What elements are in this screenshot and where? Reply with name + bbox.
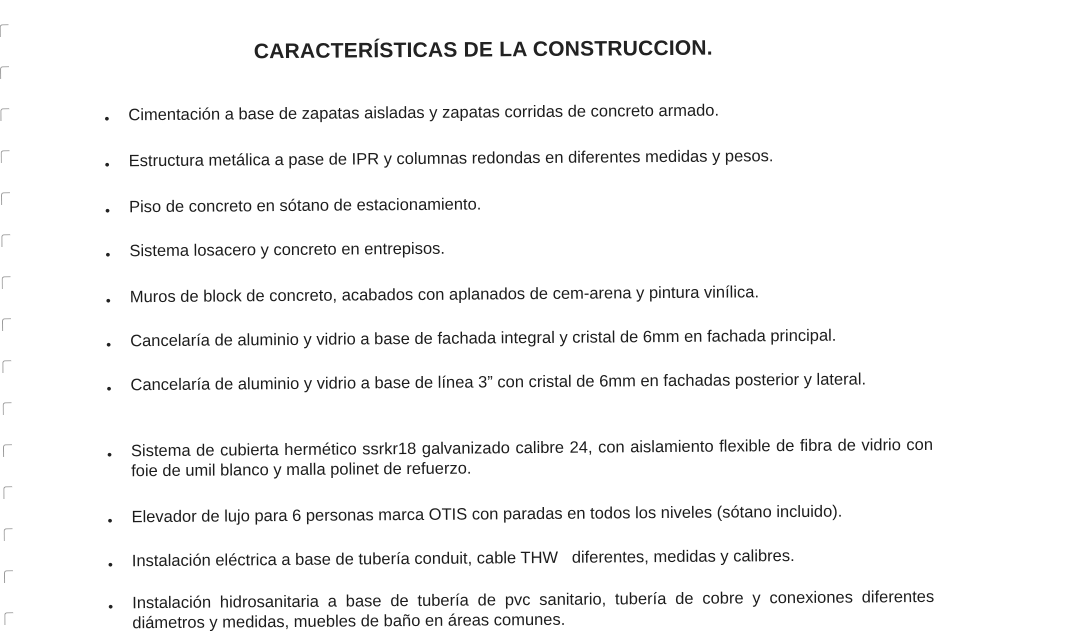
bullet-icon: • bbox=[104, 110, 110, 127]
list-item-text: Instalación hidrosanitaria a base de tubería de pvc sanitario, tubería de cobre y conexiones diferentes diámetros y medidas, muebles de baño en áreas comunes. bbox=[132, 587, 935, 633]
bullet-icon: • bbox=[107, 556, 113, 573]
list-item bbox=[105, 145, 931, 174]
bullet-icon: • bbox=[105, 202, 111, 219]
list-item-text: Instalación eléctrica a base de tubería conduit, cable THW diferentes, medidas y calibres. bbox=[131, 547, 795, 571]
list-item bbox=[107, 435, 933, 481]
bullet-icon: • bbox=[108, 598, 114, 615]
list-item bbox=[106, 369, 932, 398]
construction-features-list bbox=[104, 99, 935, 633]
list-item-text: Piso de concreto en sótano de estacionamiento. bbox=[129, 195, 482, 217]
list-item bbox=[107, 501, 933, 530]
list-item-text: Cancelaría de aluminio y vidrio a base de fachada integral y cristal de 6mm en fachada principal. bbox=[130, 326, 837, 351]
list-item-text: Muros de block de concreto, acabados con aplanados de cem-arena y pintura vinílica. bbox=[129, 283, 760, 307]
bullet-icon: • bbox=[105, 292, 111, 309]
bullet-icon: • bbox=[106, 336, 112, 353]
bullet-icon: • bbox=[106, 446, 113, 463]
list-item-text: Cancelaría de aluminio y vidrio a base de línea 3” con cristal de 6mm en fachadas posterior y lateral. bbox=[130, 370, 867, 395]
list-item-text: Estructura metálica a pase de IPR y columnas redondas en diferentes medidas y pesos. bbox=[128, 147, 774, 171]
list-item-text: Elevador de lujo para 6 personas marca OTIS con paradas en todos los niveles (sótano incluido). bbox=[131, 502, 843, 527]
list-item bbox=[104, 99, 930, 128]
list-item bbox=[108, 545, 934, 574]
list-item bbox=[106, 325, 932, 354]
bullet-icon: • bbox=[104, 156, 110, 173]
binding-holes bbox=[0, 4, 17, 642]
list-item bbox=[105, 235, 931, 264]
bullet-icon: • bbox=[105, 246, 111, 263]
page-title: CARACTERÍSTICAS DE LA CONSTRUCCION. bbox=[253, 36, 713, 64]
list-item-text: Sistema losacero y concreto en entrepisos. bbox=[129, 239, 446, 261]
list-item bbox=[106, 281, 932, 310]
list-item-text: Cimentación a base de zapatas aisladas y zapatas corridas de concreto armado. bbox=[128, 101, 720, 125]
bullet-icon: • bbox=[107, 512, 113, 529]
list-item bbox=[105, 191, 931, 220]
list-item-text: Sistema de cubierta hermético ssrkr18 galvanizado calibre 24, con aislamiento flexible de fibra de vidrio con foie de umil blanco y malla polinet de refuerzo. bbox=[130, 435, 934, 481]
list-item bbox=[108, 587, 934, 633]
bullet-icon: • bbox=[106, 380, 112, 397]
